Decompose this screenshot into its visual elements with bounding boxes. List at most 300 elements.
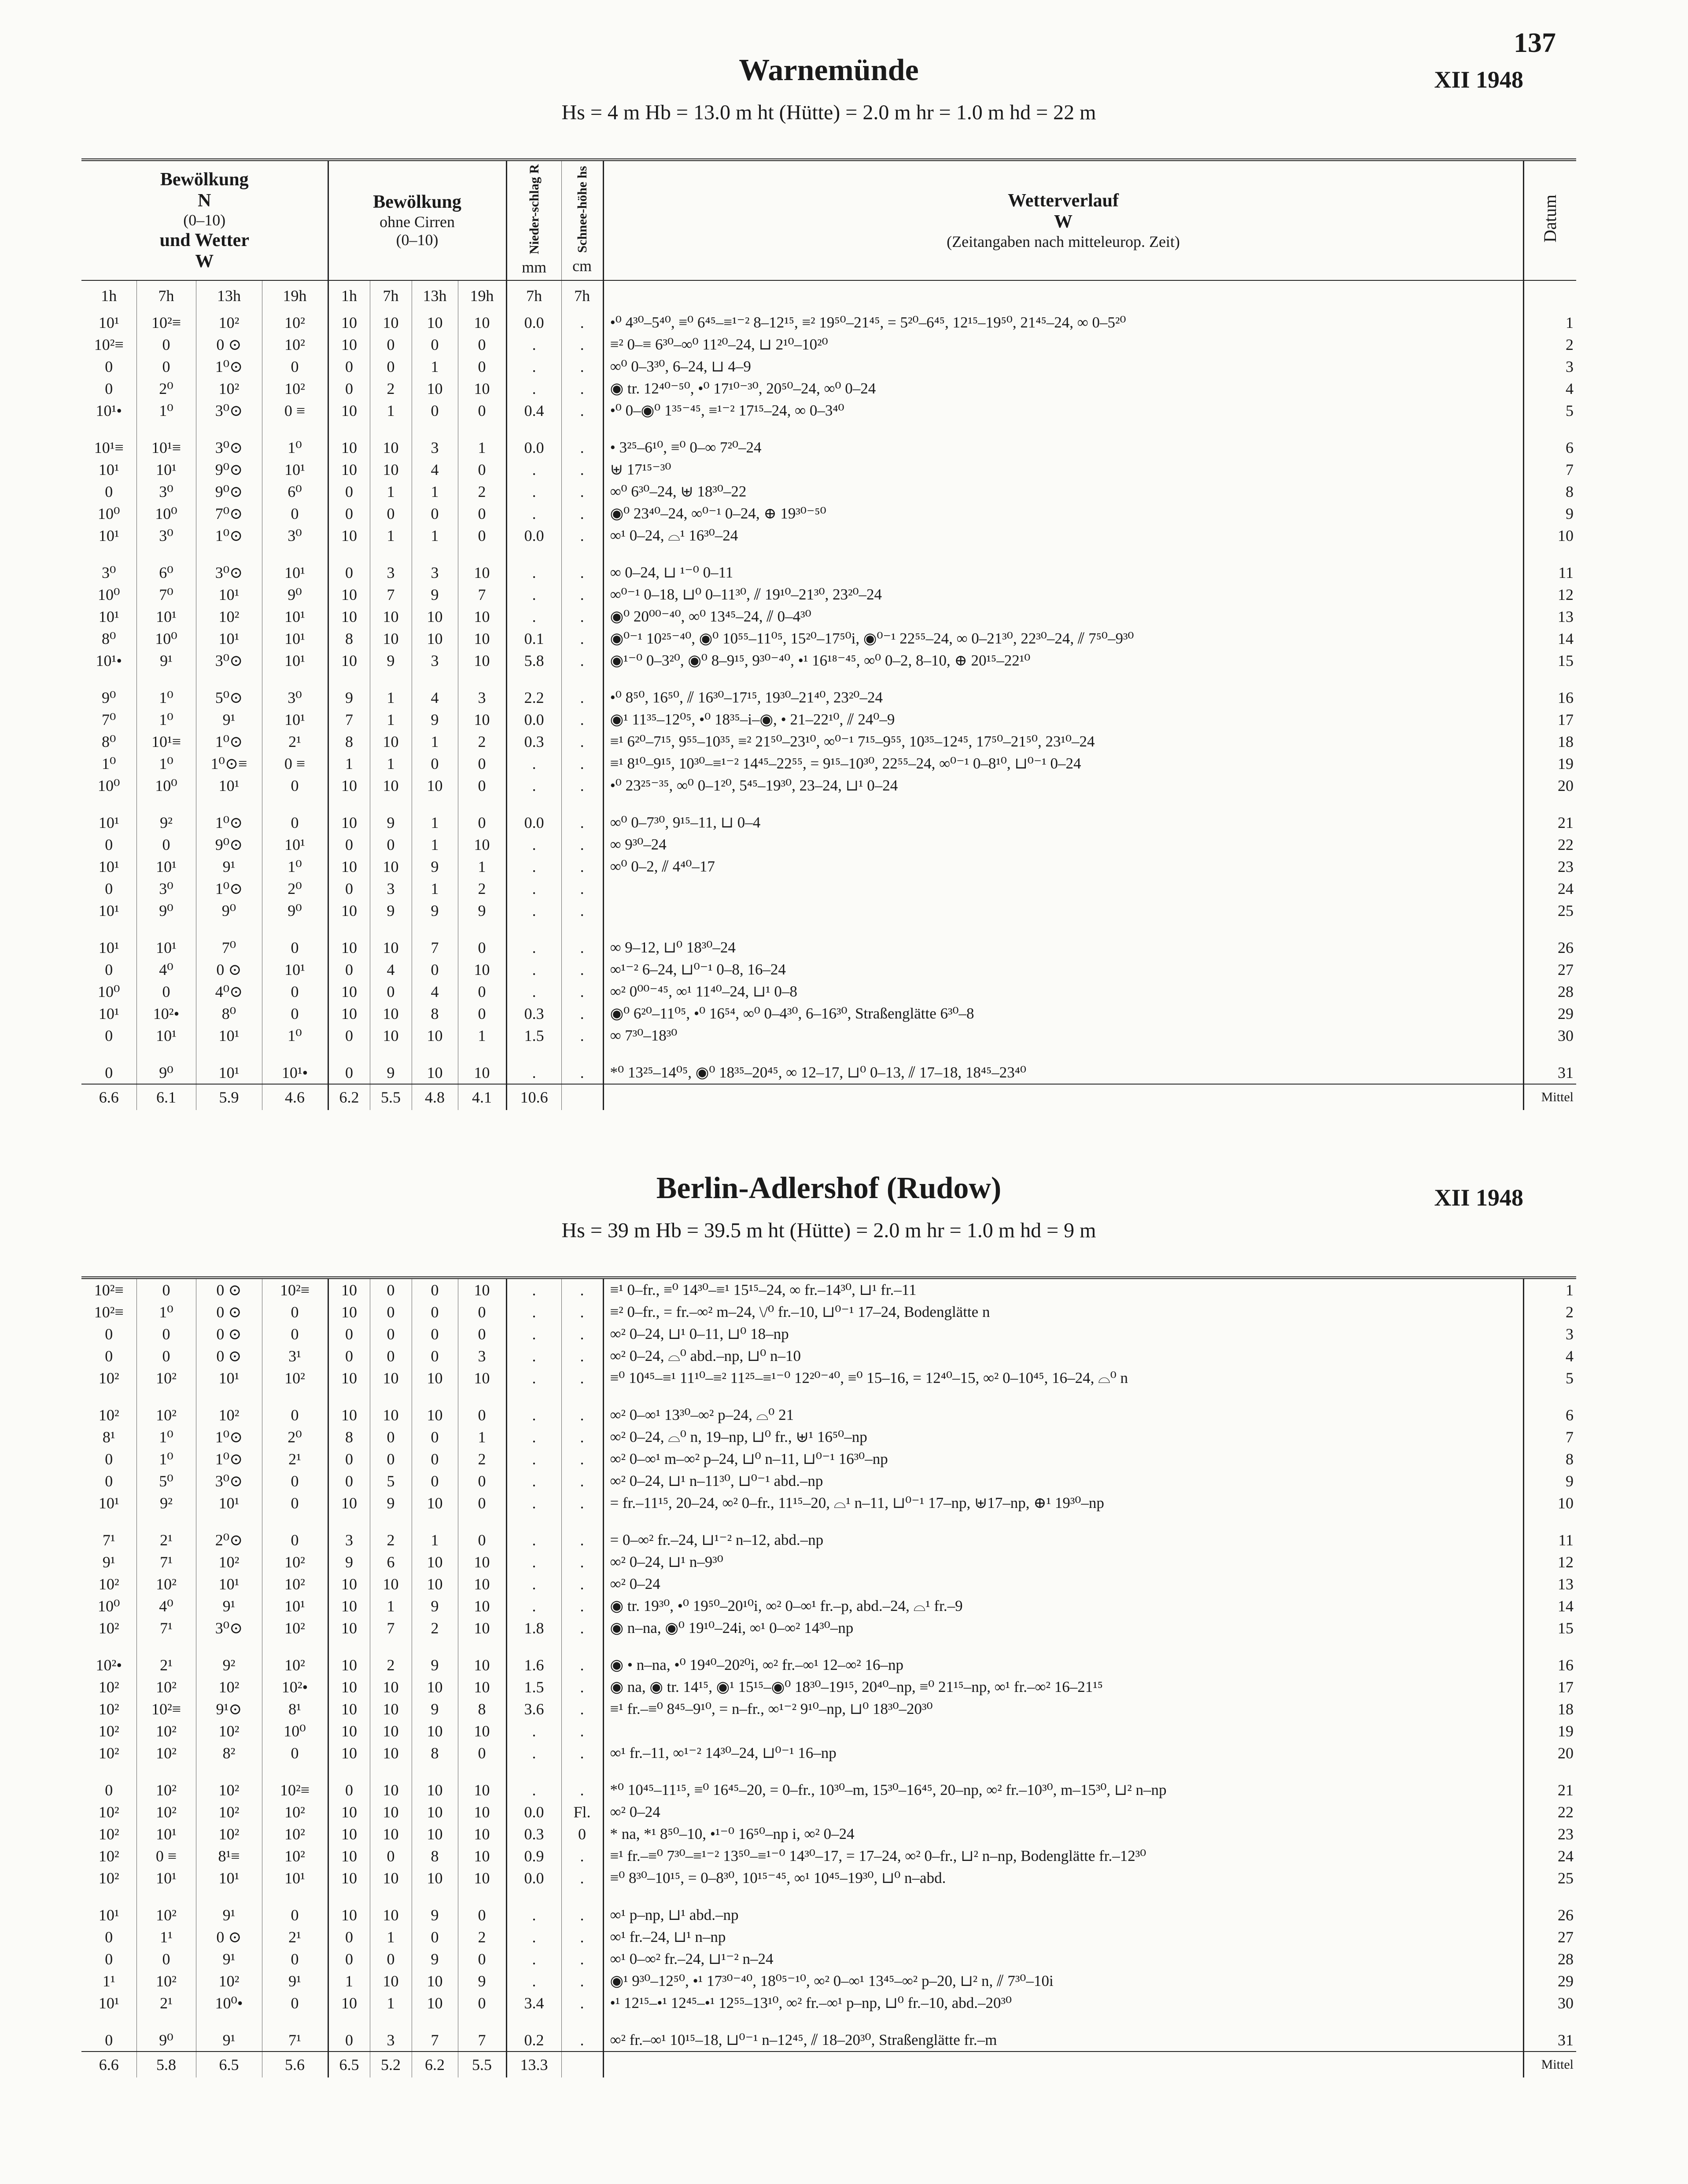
date-cell: 28 (1523, 1948, 1576, 1970)
cloud-no-cirrus-cell: 3 (370, 2029, 412, 2052)
cloud-no-cirrus-cell: 10 (328, 334, 370, 356)
weather-course-cell: ◉ n–na, ◉⁰ 19¹⁰–24i, ∞¹ 0–∞² 14³⁰–np (603, 1617, 1523, 1639)
cloud-no-cirrus-cell: 0 (458, 1742, 506, 1764)
cloud-weather-cell: 10¹ (196, 584, 262, 606)
cloud-no-cirrus-cell: 3 (370, 878, 412, 900)
table-row (81, 937, 1576, 959)
cloud-weather-cell: 10² (136, 1970, 196, 1992)
hour-label: 13h (196, 280, 262, 312)
cloud-no-cirrus-cell: 0 (370, 334, 412, 356)
cloud-no-cirrus-cell: 0 (458, 775, 506, 797)
snow-cell: . (561, 1970, 603, 1992)
cloud-weather-cell: 10¹ (196, 1573, 262, 1595)
cloud-weather-cell: 1⁰ (136, 400, 196, 422)
table-row (81, 1742, 1576, 1764)
table-row (81, 1448, 1576, 1470)
cloud-no-cirrus-cell: 10 (412, 1992, 458, 2014)
cloud-weather-cell: 2¹ (262, 1926, 328, 1948)
cloud-weather-cell: 10¹ (98, 1005, 119, 1022)
cloud-weather-cell: 10² (98, 1575, 119, 1593)
snow-cell: . (561, 1948, 603, 1970)
cloud-no-cirrus-cell: 0 (458, 1470, 506, 1492)
station-params: Hs = 39 m Hb = 39.5 m ht (Hütte) = 2.0 m hr = 1.0 m hd = 9 m (561, 1219, 1096, 1242)
cloud-no-cirrus-cell: 10 (328, 775, 370, 797)
cloud-weather-cell: 10¹ (196, 775, 262, 797)
date-cell: 10 (1523, 525, 1576, 547)
cloud-no-cirrus-cell: 10 (458, 562, 506, 584)
cloud-weather-cell: 7¹ (136, 1551, 196, 1573)
cloud-no-cirrus-cell: 9 (458, 900, 506, 922)
weather-course-cell (603, 1720, 1523, 1742)
cloud-weather-cell: 1⁰⊙≡ (196, 753, 262, 775)
cloud-weather-cell: 9⁰ (136, 2029, 196, 2052)
precip-cell: 0.1 (506, 628, 561, 650)
cloud-no-cirrus-cell: 10 (328, 1003, 370, 1025)
precip-cell: . (506, 606, 561, 628)
table-row (81, 628, 1576, 650)
snow-cell: . (561, 1573, 603, 1595)
cloud-weather-cell: 3⁰⊙ (196, 650, 262, 672)
cloud-weather-cell: 9⁰ (196, 900, 262, 922)
snow-cell: . (561, 1845, 603, 1867)
snow-cell: . (561, 1529, 603, 1551)
snow-cell: . (561, 1676, 603, 1698)
cloud-weather-cell: 0 (105, 358, 113, 375)
snow-cell: 0 (561, 1823, 603, 1845)
cloud-weather-cell: 10¹ (98, 1494, 119, 1512)
cloud-weather-cell: 8² (196, 1742, 262, 1764)
cloud-no-cirrus-cell: 1 (370, 481, 412, 503)
table-header (81, 160, 1576, 312)
station-section-berlin-adlershof (81, 1171, 1576, 2077)
cloud-no-cirrus-cell: 0 (370, 1448, 412, 1470)
table-row (81, 459, 1576, 481)
weather-course-cell: ◉⁰⁻¹ 10²⁵⁻⁴⁰, ◉⁰ 10⁵⁵–11⁰⁵, 15²⁰–17⁵⁰i, ◉⁰⁻¹ 22⁵⁵–24, ∞ 0–21³⁰, 22³⁰–24, ⫽ 7⁵⁰–9³⁰ (603, 628, 1523, 650)
mean-cloud-weather: 6.6 (81, 2052, 136, 2077)
weather-course-cell: •¹ 12¹⁵–•¹ 12⁴⁵–•¹ 12⁵⁵–13¹⁰, ∞² fr.–∞¹ p–np, ⊔⁰ fr.–10, abd.–20³⁰ (603, 1992, 1523, 2014)
cloud-weather-cell: 10²≡ (94, 1281, 124, 1299)
date-cell: 19 (1523, 753, 1576, 775)
cloud-weather-cell: 10²≡ (262, 1779, 328, 1801)
cloud-weather-cell: 0 (105, 1781, 113, 1799)
cloud-no-cirrus-cell: 1 (458, 856, 506, 878)
hour-label: 7h (506, 280, 561, 312)
table-row (81, 1404, 1576, 1426)
cloud-weather-cell: 7⁰⊙ (196, 503, 262, 525)
cloud-weather-cell: 10¹ (136, 459, 196, 481)
cloud-no-cirrus-cell: 9 (412, 856, 458, 878)
cloud-no-cirrus-cell: 2 (370, 1654, 412, 1676)
cloud-weather-cell: 9¹ (196, 856, 262, 878)
precip-cell: 3.4 (506, 1992, 561, 2014)
snow-cell: . (561, 1720, 603, 1742)
cloud-no-cirrus-cell: 10 (328, 1492, 370, 1514)
cloud-no-cirrus-cell: 0 (458, 981, 506, 1003)
cloud-weather-cell: 9⁰ (262, 900, 328, 922)
mean-cloud-no-cirrus: 6.2 (328, 1084, 370, 1110)
cloud-no-cirrus-cell: 8 (328, 731, 370, 753)
cloud-no-cirrus-cell: 0 (370, 1426, 412, 1448)
cloud-weather-cell: 0 (105, 2031, 113, 2049)
cloud-weather-cell: 10² (136, 1904, 196, 1926)
weather-course-cell: ⊎ 17¹⁵⁻³⁰ (603, 459, 1523, 481)
cloud-weather-cell: 10² (98, 1722, 119, 1740)
weather-course-cell: ∞² 0–∞¹ m–∞² p–24, ⊔⁰ n–11, ⊔⁰⁻¹ 16³⁰–np (603, 1448, 1523, 1470)
snow-cell: . (561, 1779, 603, 1801)
date-cell: 22 (1523, 834, 1576, 856)
snow-cell: . (561, 459, 603, 481)
cloud-weather-cell: 0 (105, 1064, 113, 1081)
cloud-weather-cell: 9⁰⊙ (196, 459, 262, 481)
cloud-no-cirrus-cell: 1 (412, 812, 458, 834)
hour-label: 7h (370, 280, 412, 312)
row-gap (81, 1514, 1576, 1529)
cloud-weather-cell: 9¹ (196, 709, 262, 731)
cloud-weather-cell: 10¹ (98, 461, 119, 478)
cloud-weather-cell: 10²≡ (262, 1278, 328, 1301)
cloud-no-cirrus-cell: 10 (412, 1551, 458, 1573)
weather-course-cell: ◉⁰ 20⁰⁰⁻⁴⁰, ∞⁰ 13⁴⁵–24, ⫽ 0–4³⁰ (603, 606, 1523, 628)
cloud-no-cirrus-cell: 9 (370, 650, 412, 672)
cloud-no-cirrus-cell: 0 (370, 1948, 412, 1970)
cloud-weather-cell: 0 (262, 1529, 328, 1551)
weather-course-cell: ∞¹ 0–24, ⌓¹ 16³⁰–24 (603, 525, 1523, 547)
precip-cell: 0.0 (506, 1867, 561, 1889)
cloud-no-cirrus-cell: 0 (328, 1345, 370, 1367)
cloud-no-cirrus-cell: 0 (458, 1492, 506, 1514)
cloud-no-cirrus-cell: 0 (458, 459, 506, 481)
snow-cell: . (561, 1742, 603, 1764)
cloud-no-cirrus-cell: 0 (328, 562, 370, 584)
table-row (81, 400, 1576, 422)
table-row (81, 1573, 1576, 1595)
cloud-no-cirrus-cell: 0 (458, 503, 506, 525)
precip-cell: . (506, 1948, 561, 1970)
cloud-no-cirrus-cell: 10 (412, 1720, 458, 1742)
cloud-no-cirrus-cell: 3 (412, 650, 458, 672)
row-gap (81, 1889, 1576, 1904)
weather-course-cell: ∞⁰ 0–3³⁰, 6–24, ⊔ 4–9 (603, 356, 1523, 378)
cloud-weather-cell: 10²≡ (136, 1698, 196, 1720)
precip-cell: . (506, 1426, 561, 1448)
weather-course-cell: ∞² fr.–∞¹ 10¹⁵–18, ⊔⁰⁻¹ n–12⁴⁵, ⫽ 18–20³⁰, Straßenglätte fr.–m (603, 2029, 1523, 2052)
cloud-weather-cell: 10² (262, 1617, 328, 1639)
table-row (81, 562, 1576, 584)
cloud-weather-cell: 10¹≡ (94, 439, 124, 456)
cloud-no-cirrus-cell: 10 (370, 1676, 412, 1698)
cloud-weather-cell: 1⁰ (136, 687, 196, 709)
snow-cell: . (561, 1654, 603, 1676)
cloud-weather-cell: 0 (262, 1323, 328, 1345)
precip-cell: . (506, 834, 561, 856)
cloud-no-cirrus-cell: 0 (370, 356, 412, 378)
cloud-no-cirrus-cell: 1 (458, 437, 506, 459)
cloud-weather-cell: 0 (262, 1742, 328, 1764)
cloud-weather-cell: 6⁰ (136, 562, 196, 584)
weather-course-cell: ◉⁰ 6²⁰–11⁰⁵, •⁰ 16⁵⁴, ∞⁰ 0–4³⁰, 6–16³⁰, Straßenglätte 6³⁰–8 (603, 1003, 1523, 1025)
table-row (81, 1779, 1576, 1801)
cloud-no-cirrus-cell: 7 (412, 937, 458, 959)
snow-cell: Fl. (561, 1801, 603, 1823)
snow-cell: . (561, 856, 603, 878)
cloud-no-cirrus-cell: 10 (328, 1720, 370, 1742)
precip-cell: . (506, 1595, 561, 1617)
date-cell: 7 (1523, 1426, 1576, 1448)
cloud-no-cirrus-cell: 0 (458, 1003, 506, 1025)
cloud-no-cirrus-cell: 10 (458, 1801, 506, 1823)
cloud-weather-cell: 9¹ (196, 2029, 262, 2052)
cloud-weather-cell: 3⁰⊙ (196, 400, 262, 422)
mean-snow (561, 1084, 603, 1110)
snow-cell: . (561, 628, 603, 650)
cloud-no-cirrus-cell: 10 (328, 1698, 370, 1720)
cloud-no-cirrus-cell: 0 (370, 1301, 412, 1323)
snow-cell: . (561, 1617, 603, 1639)
cloud-no-cirrus-cell: 10 (458, 628, 506, 650)
date-cell: 8 (1523, 1448, 1576, 1470)
weather-course-cell: ∞ 7³⁰–18³⁰ (603, 1025, 1523, 1047)
table-row (81, 1529, 1576, 1551)
cloud-no-cirrus-cell: 10 (412, 312, 458, 334)
cloud-weather-cell: 0 ≡ (262, 400, 328, 422)
precip-cell: . (506, 753, 561, 775)
cloud-no-cirrus-cell: 10 (370, 775, 412, 797)
station-header (81, 53, 1576, 158)
cloud-weather-cell: 10¹ (98, 1994, 119, 2012)
table-row (81, 856, 1576, 878)
cloud-no-cirrus-cell: 9 (412, 1595, 458, 1617)
date-cell: 2 (1523, 1301, 1576, 1323)
cloud-weather-cell: 10¹ (98, 814, 119, 831)
cloud-weather-cell: 0 (105, 836, 113, 853)
date-cell: 4 (1523, 378, 1576, 400)
cloud-no-cirrus-cell: 8 (412, 1003, 458, 1025)
cloud-no-cirrus-cell: 0 (328, 1323, 370, 1345)
cloud-weather-cell: 10² (196, 1823, 262, 1845)
cloud-weather-cell: 9¹ (102, 1553, 115, 1571)
cloud-no-cirrus-cell: 3 (458, 687, 506, 709)
date-cell: 14 (1523, 628, 1576, 650)
cloud-weather-cell: 1⁰⊙ (196, 1426, 262, 1448)
table-row (81, 606, 1576, 628)
hour-label: 1h (328, 280, 370, 312)
table-row (81, 378, 1576, 400)
cloud-no-cirrus-cell: 6 (370, 1551, 412, 1573)
row-gap (81, 547, 1576, 562)
cloud-weather-cell: 2¹ (262, 1448, 328, 1470)
cloud-weather-cell: 10² (262, 1823, 328, 1845)
table-row (81, 959, 1576, 981)
cloud-no-cirrus-cell: 10 (328, 1301, 370, 1323)
cloud-weather-cell: 10² (136, 1779, 196, 1801)
snow-cell: . (561, 900, 603, 922)
cloud-weather-cell: 9¹ (196, 1948, 262, 1970)
weather-course-cell: •⁰ 0–◉⁰ 1³⁵⁻⁴⁵, ≡¹⁻² 17¹⁵–24, ∞ 0–3⁴⁰ (603, 400, 1523, 422)
cloud-no-cirrus-cell: 0 (328, 1470, 370, 1492)
cloud-weather-cell: 10² (196, 1676, 262, 1698)
cloud-no-cirrus-cell: 0 (412, 503, 458, 525)
cloud-weather-cell: 4⁰ (136, 959, 196, 981)
date-cell: 4 (1523, 1345, 1576, 1367)
cloud-no-cirrus-cell: 0 (458, 356, 506, 378)
precip-cell: . (506, 1529, 561, 1551)
cloud-weather-cell: 10¹ (262, 606, 328, 628)
date-cell: 2 (1523, 334, 1576, 356)
cloud-weather-cell: 10¹ (262, 834, 328, 856)
cloud-weather-cell: 10² (136, 1720, 196, 1742)
precip-cell: 0.0 (506, 1801, 561, 1823)
cloud-no-cirrus-cell: 0 (458, 1301, 506, 1323)
cloud-no-cirrus-cell: 10 (412, 1779, 458, 1801)
cloud-weather-cell: 0 ⊙ (196, 1926, 262, 1948)
snow-cell: . (561, 731, 603, 753)
cloud-no-cirrus-cell: 0 (412, 400, 458, 422)
cloud-no-cirrus-cell: 0 (328, 878, 370, 900)
cloud-no-cirrus-cell: 1 (412, 356, 458, 378)
cloud-weather-cell: 10⁰ (136, 628, 196, 650)
precip-cell: 0.3 (506, 731, 561, 753)
snow-cell: . (561, 1426, 603, 1448)
table-row (81, 481, 1576, 503)
cloud-weather-cell: 9² (136, 812, 196, 834)
cloud-weather-cell: 10¹ (196, 1867, 262, 1889)
cloud-no-cirrus-cell: 1 (412, 1529, 458, 1551)
mean-cloud-no-cirrus: 6.2 (412, 2052, 458, 2077)
precip-cell: . (506, 1720, 561, 1742)
row-gap (81, 672, 1576, 687)
date-cell: 16 (1523, 1654, 1576, 1676)
date-cell: 1 (1523, 1278, 1576, 1301)
date-cell: 17 (1523, 709, 1576, 731)
cloud-weather-cell: 9⁰ (136, 1062, 196, 1084)
cloud-weather-cell: 10² (196, 1970, 262, 1992)
weather-course-cell: ∞¹ 0–∞² fr.–24, ⊔¹⁻² n–24 (603, 1948, 1523, 1970)
cloud-weather-cell: 10¹ (196, 1492, 262, 1514)
cloud-weather-cell: 10² (262, 1367, 328, 1389)
precip-cell: . (506, 503, 561, 525)
cloud-no-cirrus-cell: 0 (328, 1948, 370, 1970)
cloud-weather-cell: 10² (262, 1573, 328, 1595)
table-body (81, 1278, 1576, 2077)
cloud-no-cirrus-cell: 10 (370, 1698, 412, 1720)
snow-cell: . (561, 1323, 603, 1345)
date-cell: 30 (1523, 1992, 1576, 2014)
cloud-no-cirrus-cell: 10 (458, 1617, 506, 1639)
snow-cell: . (561, 709, 603, 731)
cloud-no-cirrus-cell: 10 (328, 1904, 370, 1926)
precip-cell: 1.8 (506, 1617, 561, 1639)
date-cell: 18 (1523, 731, 1576, 753)
precip-cell: . (506, 1573, 561, 1595)
cloud-no-cirrus-cell: 10 (412, 1025, 458, 1047)
cloud-weather-cell: 4⁰⊙ (196, 981, 262, 1003)
hour-label: 7h (561, 280, 603, 312)
cloud-no-cirrus-cell: 10 (458, 1551, 506, 1573)
cloud-no-cirrus-cell: 10 (370, 1573, 412, 1595)
weather-course-cell: ◉ na, ◉ tr. 14¹⁵, ◉¹ 15¹⁵–◉⁰ 18³⁰–19¹⁵, 20⁴⁰–np, ≡⁰ 21¹⁵–np, ∞¹ fr.–∞² 16–21¹⁵ (603, 1676, 1523, 1698)
cloud-weather-cell: 0 (136, 1323, 196, 1345)
cloud-no-cirrus-cell: 7 (328, 709, 370, 731)
cloud-weather-cell: 0 (105, 1950, 113, 1968)
precip-cell: . (506, 981, 561, 1003)
cloud-weather-cell: 0 (136, 834, 196, 856)
cloud-no-cirrus-cell: 1 (458, 1025, 506, 1047)
header-cloud-no-cirrus: Bewölkung ohne Cirren (0–10) (328, 160, 506, 280)
station-title: Warnemünde (739, 53, 919, 87)
cloud-no-cirrus-cell: 10 (458, 1676, 506, 1698)
cloud-no-cirrus-cell: 5 (370, 1470, 412, 1492)
cloud-no-cirrus-cell: 0 (370, 1323, 412, 1345)
cloud-weather-cell: 10⁰ (98, 1597, 120, 1615)
cloud-weather-cell: 10² (98, 1847, 119, 1865)
weather-course-cell: ≡¹ fr.–≡⁰ 7³⁰–≡¹⁻² 13⁵⁰–≡¹⁻⁰ 14³⁰–17, = 17–24, ∞² 0–fr., ⊔² n–np, Bodenglätte fr.–12³⁰ (603, 1845, 1523, 1867)
date-cell: 28 (1523, 981, 1576, 1003)
precip-cell: 1.6 (506, 1654, 561, 1676)
weather-course-cell: ∞² 0–24, ⌓⁰ n, 19–np, ⊔⁰ fr., ⊎¹ 16⁵⁰–np (603, 1426, 1523, 1448)
cloud-weather-cell: 3⁰⊙ (196, 1617, 262, 1639)
cloud-no-cirrus-cell: 10 (458, 1367, 506, 1389)
mean-label: Mittel (1523, 1084, 1576, 1110)
snow-cell: . (561, 687, 603, 709)
precip-cell: 2.2 (506, 687, 561, 709)
page-number: 137 (1514, 27, 1556, 58)
row-gap (81, 797, 1576, 812)
date-cell: 26 (1523, 1904, 1576, 1926)
date-cell: 3 (1523, 356, 1576, 378)
cloud-no-cirrus-cell: 10 (458, 1062, 506, 1084)
date-cell: 21 (1523, 1779, 1576, 1801)
cloud-no-cirrus-cell: 10 (328, 1617, 370, 1639)
mean-cloud-no-cirrus: 5.5 (458, 2052, 506, 2077)
mean-cloud-weather: 4.6 (262, 1084, 328, 1110)
table-row (81, 1720, 1576, 1742)
cloud-weather-cell: 1⁰⊙ (196, 1448, 262, 1470)
weather-course-cell: ≡⁰ 10⁴⁵–≡¹ 11¹⁰–≡² 11²⁵–≡¹⁻⁰ 12²⁰⁻⁴⁰, ≡⁰ 15–16, = 12⁴⁰–15, ∞² 0–10⁴⁵, 16–24, ⌓⁰ n (603, 1367, 1523, 1389)
cloud-weather-cell: 10¹ (136, 606, 196, 628)
table-row (81, 1845, 1576, 1867)
cloud-weather-cell: 10¹ (262, 959, 328, 981)
cloud-weather-cell: 10² (98, 1803, 119, 1821)
cloud-weather-cell: 1⁰⊙ (196, 525, 262, 547)
station-section-warnemuende (81, 53, 1576, 1110)
date-cell: 23 (1523, 1823, 1576, 1845)
cloud-weather-cell: 0 (262, 1404, 328, 1426)
precip-cell: 3.6 (506, 1698, 561, 1720)
mean-weather-empty (603, 2052, 1523, 2077)
header-weather-course: Wetterverlauf W (Zeitangaben nach mitteleurop. Zeit) (603, 160, 1523, 280)
weather-course-cell: •⁰ 23²⁵⁻³⁵, ∞⁰ 0–1²⁰, 5⁴⁵–19³⁰, 23–24, ⊔¹ 0–24 (603, 775, 1523, 797)
cloud-weather-cell: 10¹ (136, 937, 196, 959)
cloud-weather-cell: 2⁰⊙ (196, 1529, 262, 1551)
date-cell: 3 (1523, 1323, 1576, 1345)
cloud-weather-cell: 9¹ (196, 1595, 262, 1617)
cloud-weather-cell: 10² (262, 1551, 328, 1573)
snow-cell: . (561, 1025, 603, 1047)
weather-course-cell: ∞⁰ 6³⁰–24, ⊎ 18³⁰–22 (603, 481, 1523, 503)
precip-cell: 0.0 (506, 812, 561, 834)
table-row (81, 1867, 1576, 1889)
cloud-weather-cell: 10² (196, 1779, 262, 1801)
table-row (81, 525, 1576, 547)
cloud-weather-cell: 8⁰ (102, 733, 116, 750)
cloud-weather-cell: 2¹ (262, 731, 328, 753)
cloud-no-cirrus-cell: 2 (458, 1448, 506, 1470)
cloud-weather-cell: 10¹ (98, 902, 119, 919)
snow-cell: . (561, 1926, 603, 1948)
cloud-weather-cell: 10¹• (262, 1062, 328, 1084)
date-cell: 7 (1523, 459, 1576, 481)
date-cell: 24 (1523, 878, 1576, 900)
